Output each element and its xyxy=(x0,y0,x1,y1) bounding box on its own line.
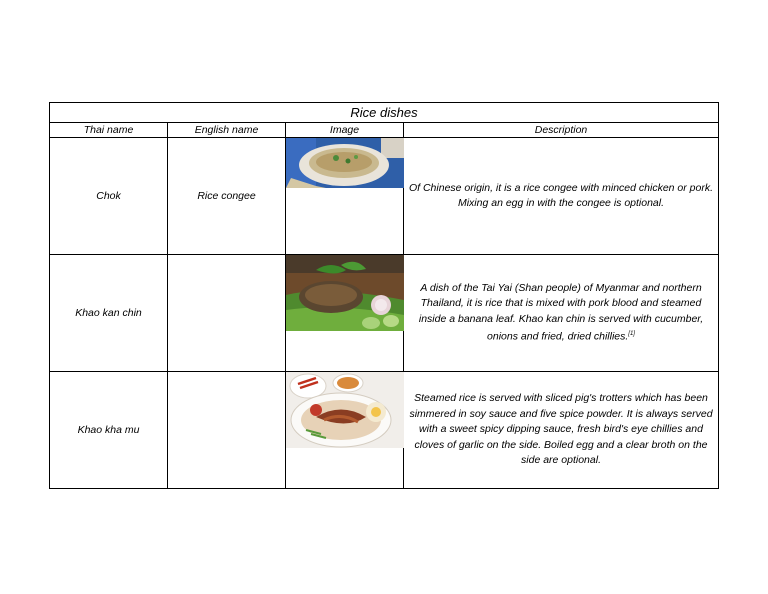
description-cell xyxy=(404,372,719,489)
description-cell xyxy=(404,255,719,372)
english-name-cell xyxy=(168,372,286,489)
header-english-name: English name xyxy=(168,123,286,138)
header-description: Description xyxy=(404,123,719,138)
thai-name-cell: Chok xyxy=(50,138,168,255)
description-text: Of Chinese origin, it is a rice congee with minced chicken or pork. Mixing an egg in with the congee is optional. xyxy=(408,181,714,209)
table-row xyxy=(50,138,719,255)
image-cell xyxy=(286,138,404,255)
english-name-cell xyxy=(168,255,286,372)
rice-dishes-table xyxy=(49,102,719,489)
khao-kan-chin-photo xyxy=(286,255,404,331)
image-cell xyxy=(286,255,404,372)
header-thai-name: Thai name xyxy=(50,123,168,138)
thai-name-cell: Khao kha mu xyxy=(50,372,168,489)
khao-kha-mu-photo xyxy=(286,372,404,448)
description-text: A dish of the Tai Yai (Shan people) of Myanmar and northern Thailand, it is rice that is mixed with pork blood and steamed inside a banana leaf. Khao kan chin is served with cucumber, onions and fried, dried chillies. xyxy=(418,281,704,343)
image-cell xyxy=(286,372,404,489)
table-title: Rice dishes xyxy=(50,103,719,123)
english-name-cell: Rice congee xyxy=(168,138,286,255)
chok-congee-photo xyxy=(286,138,404,188)
description-text: Steamed rice is served with sliced pig's trotters which has been simmered in soy sauce and five spice powder. It is always served with a sweet spicy dipping sauce, fresh bird's eye chillies and cloves of garlic on the side. Boiled egg and a clear broth on the side are optional. xyxy=(409,392,713,467)
description-cell xyxy=(404,138,719,255)
thai-name-cell: Khao kan chin xyxy=(50,255,168,372)
header-image: Image xyxy=(286,123,404,138)
table-row xyxy=(50,372,719,489)
table-row xyxy=(50,255,719,372)
footnote-reference[interactable]: [1] xyxy=(628,331,635,338)
